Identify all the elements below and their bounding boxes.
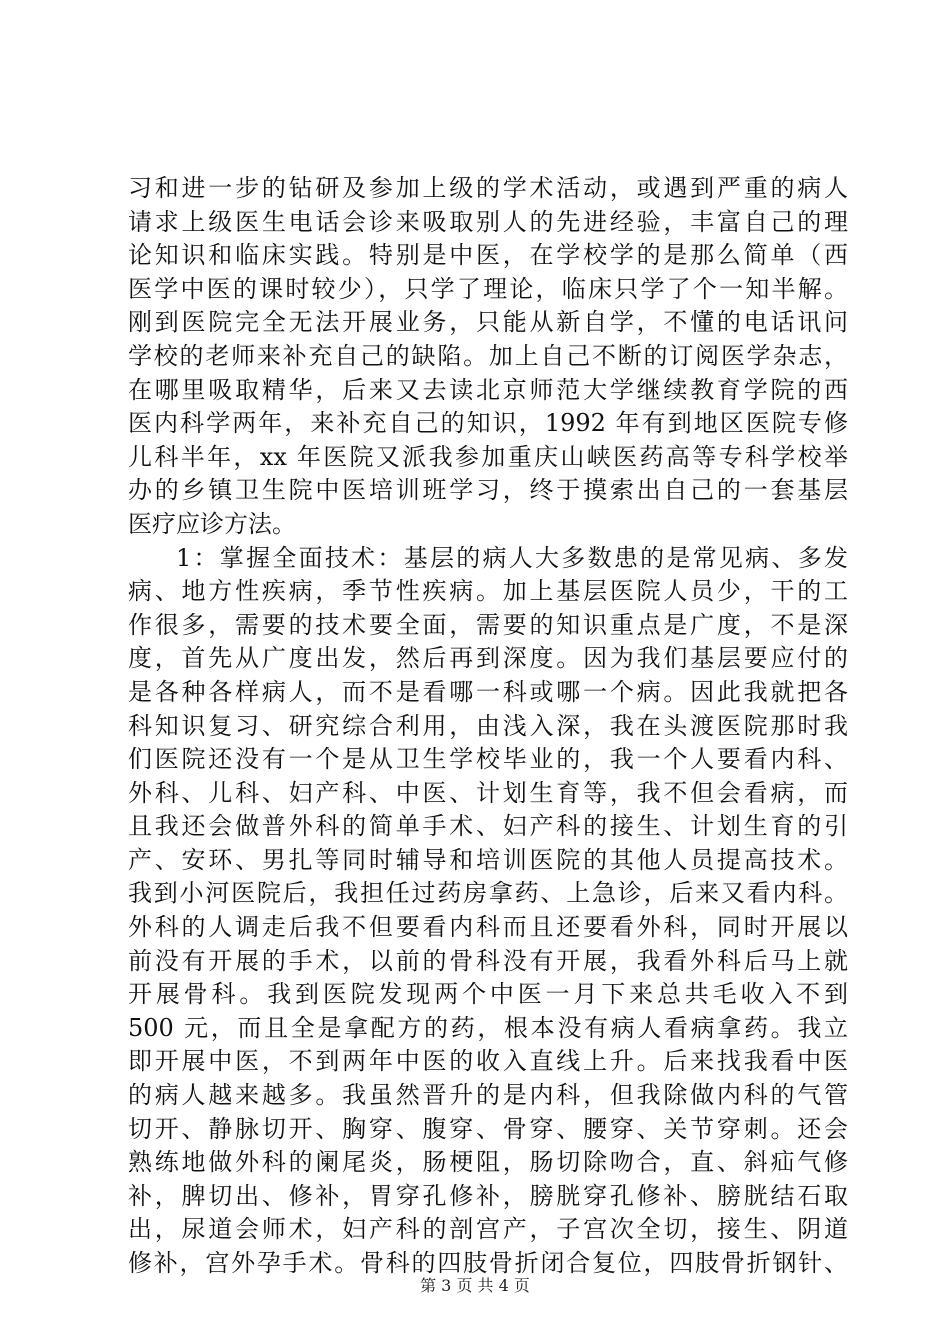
body-text <box>128 172 848 1281</box>
text-line: 切开、静脉切开、胸穿、腹穿、骨穿、腰穿、关节穿刺。还会 <box>128 1114 848 1143</box>
text-line: 医疗应诊方法。 <box>128 509 296 538</box>
text-line: 500 元，而且全是拿配方的药，根本没有病人看病拿药。我立 <box>128 1013 848 1042</box>
text-line: 熟练地做外科的阑尾炎，肠梗阻，肠切除吻合，直、斜疝气修 <box>128 1148 848 1177</box>
text-line: 学校的老师来补充自己的缺陷。加上自己不断的订阅医学杂志， <box>128 341 848 370</box>
paragraph <box>128 542 848 1281</box>
text-line: 科知识复习、研究综合利用，由浅入深，我在头渡医院那时我 <box>128 711 848 740</box>
text-line: 办的乡镇卫生院中医培训班学习，终于摸索出自己的一套基层 <box>128 476 848 505</box>
text-line: 补，脾切出、修补，胃穿孔修补，膀胱穿孔修补、膀胱结石取 <box>128 1181 848 1210</box>
text-line: 医内科学两年，来补充自己的知识，1992 年有到地区医院专修 <box>128 409 848 438</box>
text-line: 1：掌握全面技术：基层的病人大多数患的是常见病、多发 <box>176 543 848 572</box>
text-line: 即开展中医，不到两年中医的收入直线上升。后来找我看中医 <box>128 1047 848 1076</box>
text-line: 且我还会做普外科的简单手术、妇产科的接生、计划生育的引 <box>128 812 848 841</box>
text-line: 我到小河医院后，我担任过药房拿药、上急诊，后来又看内科。 <box>128 879 848 908</box>
text-line: 度，首先从广度出发，然后再到深度。因为我们基层要应付的 <box>128 644 848 673</box>
text-line: 在哪里吸取精华，后来又去读北京师范大学继续教育学院的西 <box>128 375 848 404</box>
text-line: 请求上级医生电话会诊来吸取别人的先进经验，丰富自己的理 <box>128 207 848 236</box>
text-line: 们医院还没有一个是从卫生学校毕业的，我一个人要看内科、 <box>128 745 848 774</box>
text-line: 开展骨科。我到医院发现两个中医一月下来总共毛收入不到 <box>128 980 848 1009</box>
text-line: 外科、儿科、妇产科、中医、计划生育等，我不但会看病，而 <box>128 778 848 807</box>
text-line: 的病人越来越多。我虽然晋升的是内科，但我除做内科的气管 <box>128 1081 848 1110</box>
text-line: 出，尿道会师术，妇产科的剖宫产，子宫次全切，接生、阴道 <box>128 1215 848 1244</box>
text-line: 修补，宫外孕手术。骨科的四肢骨折闭合复位，四肢骨折钢针、 <box>128 1249 848 1277</box>
text-line: 儿科半年，xx 年医院又派我参加重庆山峡医药高等专科学校举 <box>128 442 848 471</box>
text-line: 产、安环、男扎等同时辅导和培训医院的其他人员提高技术。 <box>128 845 848 874</box>
page-footer: 第 3 页 共 4 页 <box>420 1276 530 1295</box>
text-line: 病、地方性疾病，季节性疾病。加上基层医院人员少，干的工 <box>128 577 848 606</box>
text-line: 是各种各样病人，而不是看哪一科或哪一个病。因此我就把各 <box>128 677 848 706</box>
text-line: 前没有开展的手术，以前的骨科没有开展，我看外科后马上就 <box>128 946 848 975</box>
text-line: 论知识和临床实践。特别是中医，在学校学的是那么简单（西 <box>128 241 848 270</box>
text-line: 习和进一步的钻研及参加上级的学术活动，或遇到严重的病人 <box>128 174 848 202</box>
text-line: 外科的人调走后我不但要看内科而且还要看外科，同时开展以 <box>128 913 848 942</box>
text-line: 医学中医的课时较少），只学了理论，临床只学了个一知半解。 <box>128 274 848 303</box>
paragraph <box>128 172 848 542</box>
text-line: 刚到医院完全无法开展业务，只能从新自学，不懂的电话讯问 <box>128 308 848 337</box>
text-line: 作很多，需要的技术要全面，需要的知识重点是广度，不是深 <box>128 610 848 639</box>
